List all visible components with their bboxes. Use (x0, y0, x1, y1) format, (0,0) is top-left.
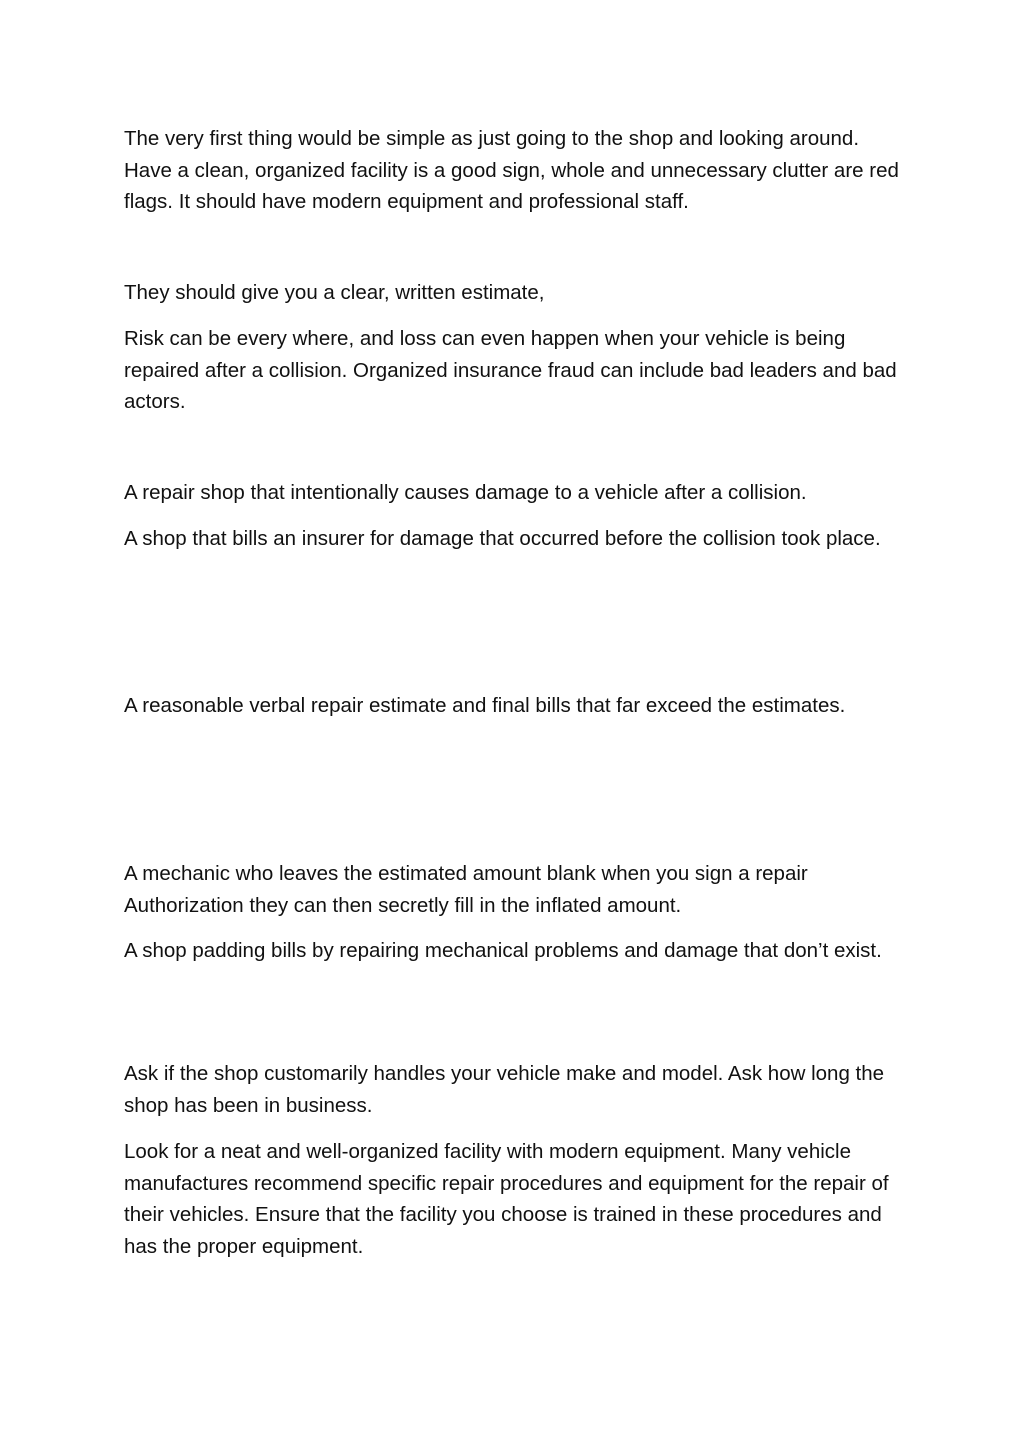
paragraph-ask-shop: Ask if the shop customarily handles your vehicle make and model. Ask how long the shop has been in business. (124, 1062, 885, 1117)
paragraph-risk: Risk can be every where, and loss can even happen when your vehicle is being repaired after a collision. Organized insurance fraud can include bad leaders and bad actors. (124, 327, 897, 413)
paragraph-blank-estimate: A mechanic who leaves the estimated amount blank when you sign a repair Authorization they can then secretly fill in the inflated amount. (124, 862, 808, 917)
paragraph-shop-inspection: The very first thing would be simple as just going to the shop and looking around. Have a clean, organized facility is a good sign, whole and unnecessary clutter are red flags. It should have modern equipment and professional staff. (124, 127, 899, 213)
paragraph-padding-bills: A shop padding bills by repairing mechanical problems and damage that don’t exist. (124, 939, 882, 962)
paragraph-verbal-estimate: A reasonable verbal repair estimate and final bills that far exceed the estimates. (124, 694, 846, 717)
paragraph-prior-damage-billing: A shop that bills an insurer for damage that occurred before the collision took place. (124, 527, 881, 550)
paragraph-written-estimate: They should give you a clear, written estimate, (124, 281, 545, 304)
paragraph-facility-equipment: Look for a neat and well-organized facility with modern equipment. Many vehicle manufactures recommend specific repair procedures and equipment for the repair of their vehicles. Ensure that the facility you choose is trained in these procedures and has the proper equipment. (124, 1140, 889, 1258)
paragraph-intentional-damage: A repair shop that intentionally causes damage to a vehicle after a collision. (124, 481, 807, 504)
